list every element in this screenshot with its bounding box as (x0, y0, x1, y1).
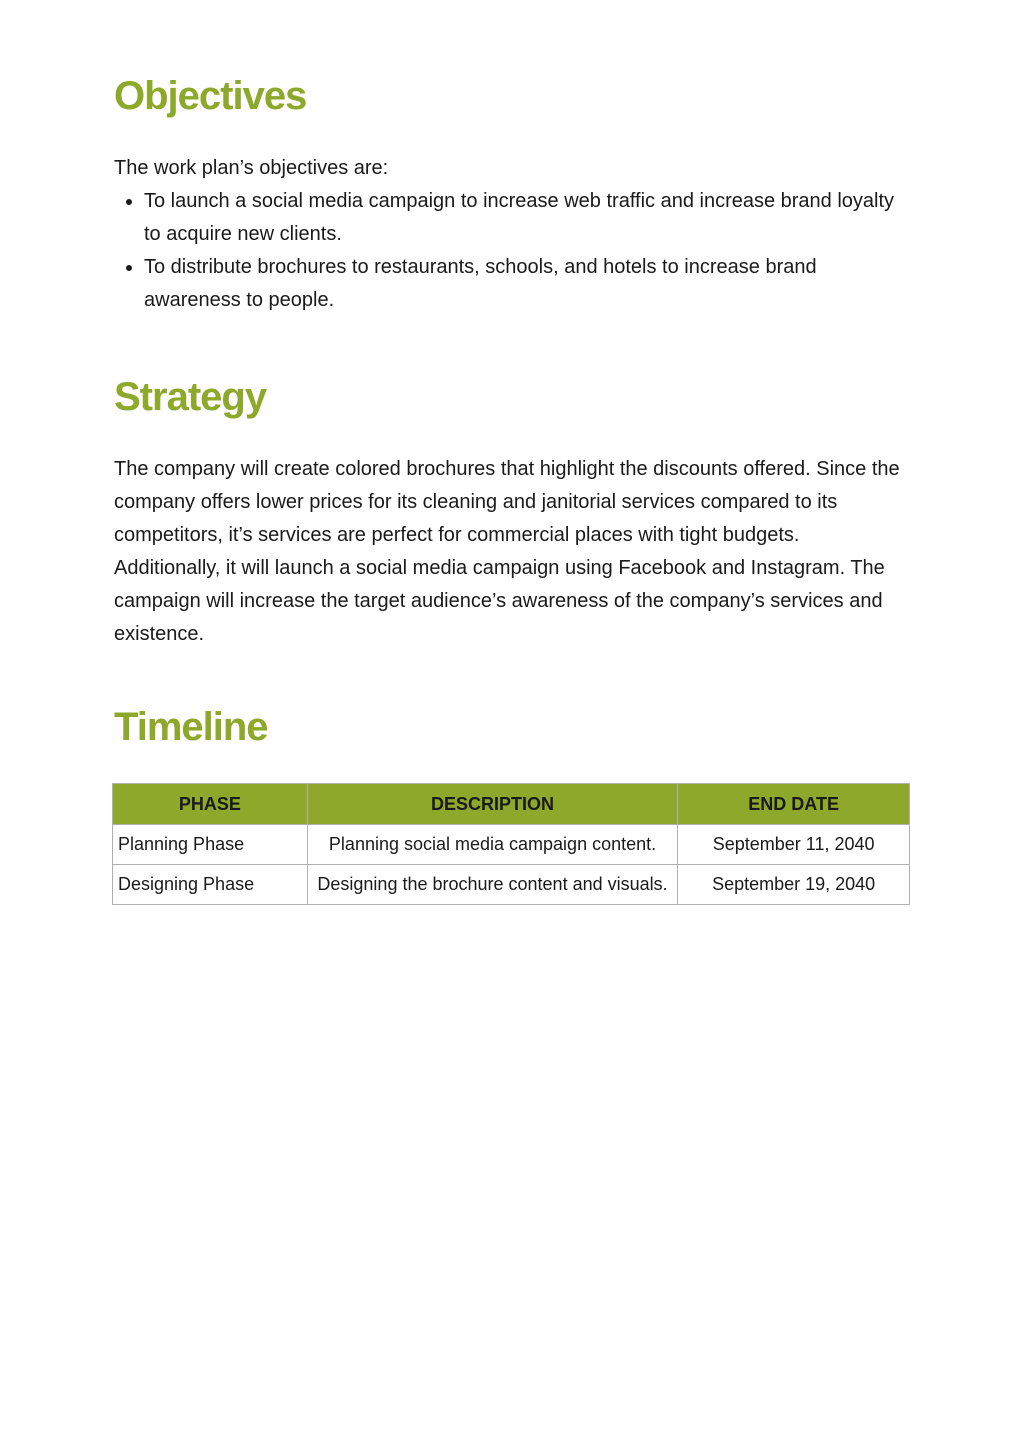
timeline-table (112, 783, 910, 905)
table-row (113, 865, 910, 905)
column-header-end-date: END DATE (678, 784, 910, 825)
objectives-list (114, 185, 910, 317)
document-page (114, 70, 910, 905)
strategy-paragraph: The company will create colored brochures that highlight the discounts offered. Since the company offers lower prices for its cleaning and janitorial services compared to its competitors, it’s services are perfect for commercial places with tight budgets. Additionally, it will launch a social media campaign using Facebook and Instagram. The campaign will increase the target audience’s awareness of the company’s services and existence. (114, 458, 900, 645)
description-cell: Planning social media campaign content. (307, 825, 677, 865)
strategy-section (114, 371, 910, 651)
column-header-description: DESCRIPTION (307, 784, 677, 825)
description-cell: Designing the brochure content and visuals. (307, 865, 677, 905)
objectives-intro: The work plan’s objectives are: (114, 157, 389, 179)
timeline-heading: Timeline (114, 705, 268, 749)
column-header-phase: PHASE (113, 784, 308, 825)
timeline-section (114, 701, 910, 905)
end-date-cell: September 11, 2040 (678, 825, 910, 865)
table-row (113, 825, 910, 865)
objectives-heading: Objectives (114, 74, 307, 118)
phase-cell: Designing Phase (113, 865, 308, 905)
list-item: • To distribute brochures to restaurants, schools, and hotels to increase brand awareness to people. (144, 251, 910, 317)
objectives-section (114, 70, 910, 317)
table-header-row (113, 784, 910, 825)
list-item: • To launch a social media campaign to increase web traffic and increase brand loyalty to acquire new clients. (144, 185, 910, 251)
strategy-heading: Strategy (114, 375, 267, 419)
phase-cell: Planning Phase (113, 825, 308, 865)
end-date-cell: September 19, 2040 (678, 865, 910, 905)
